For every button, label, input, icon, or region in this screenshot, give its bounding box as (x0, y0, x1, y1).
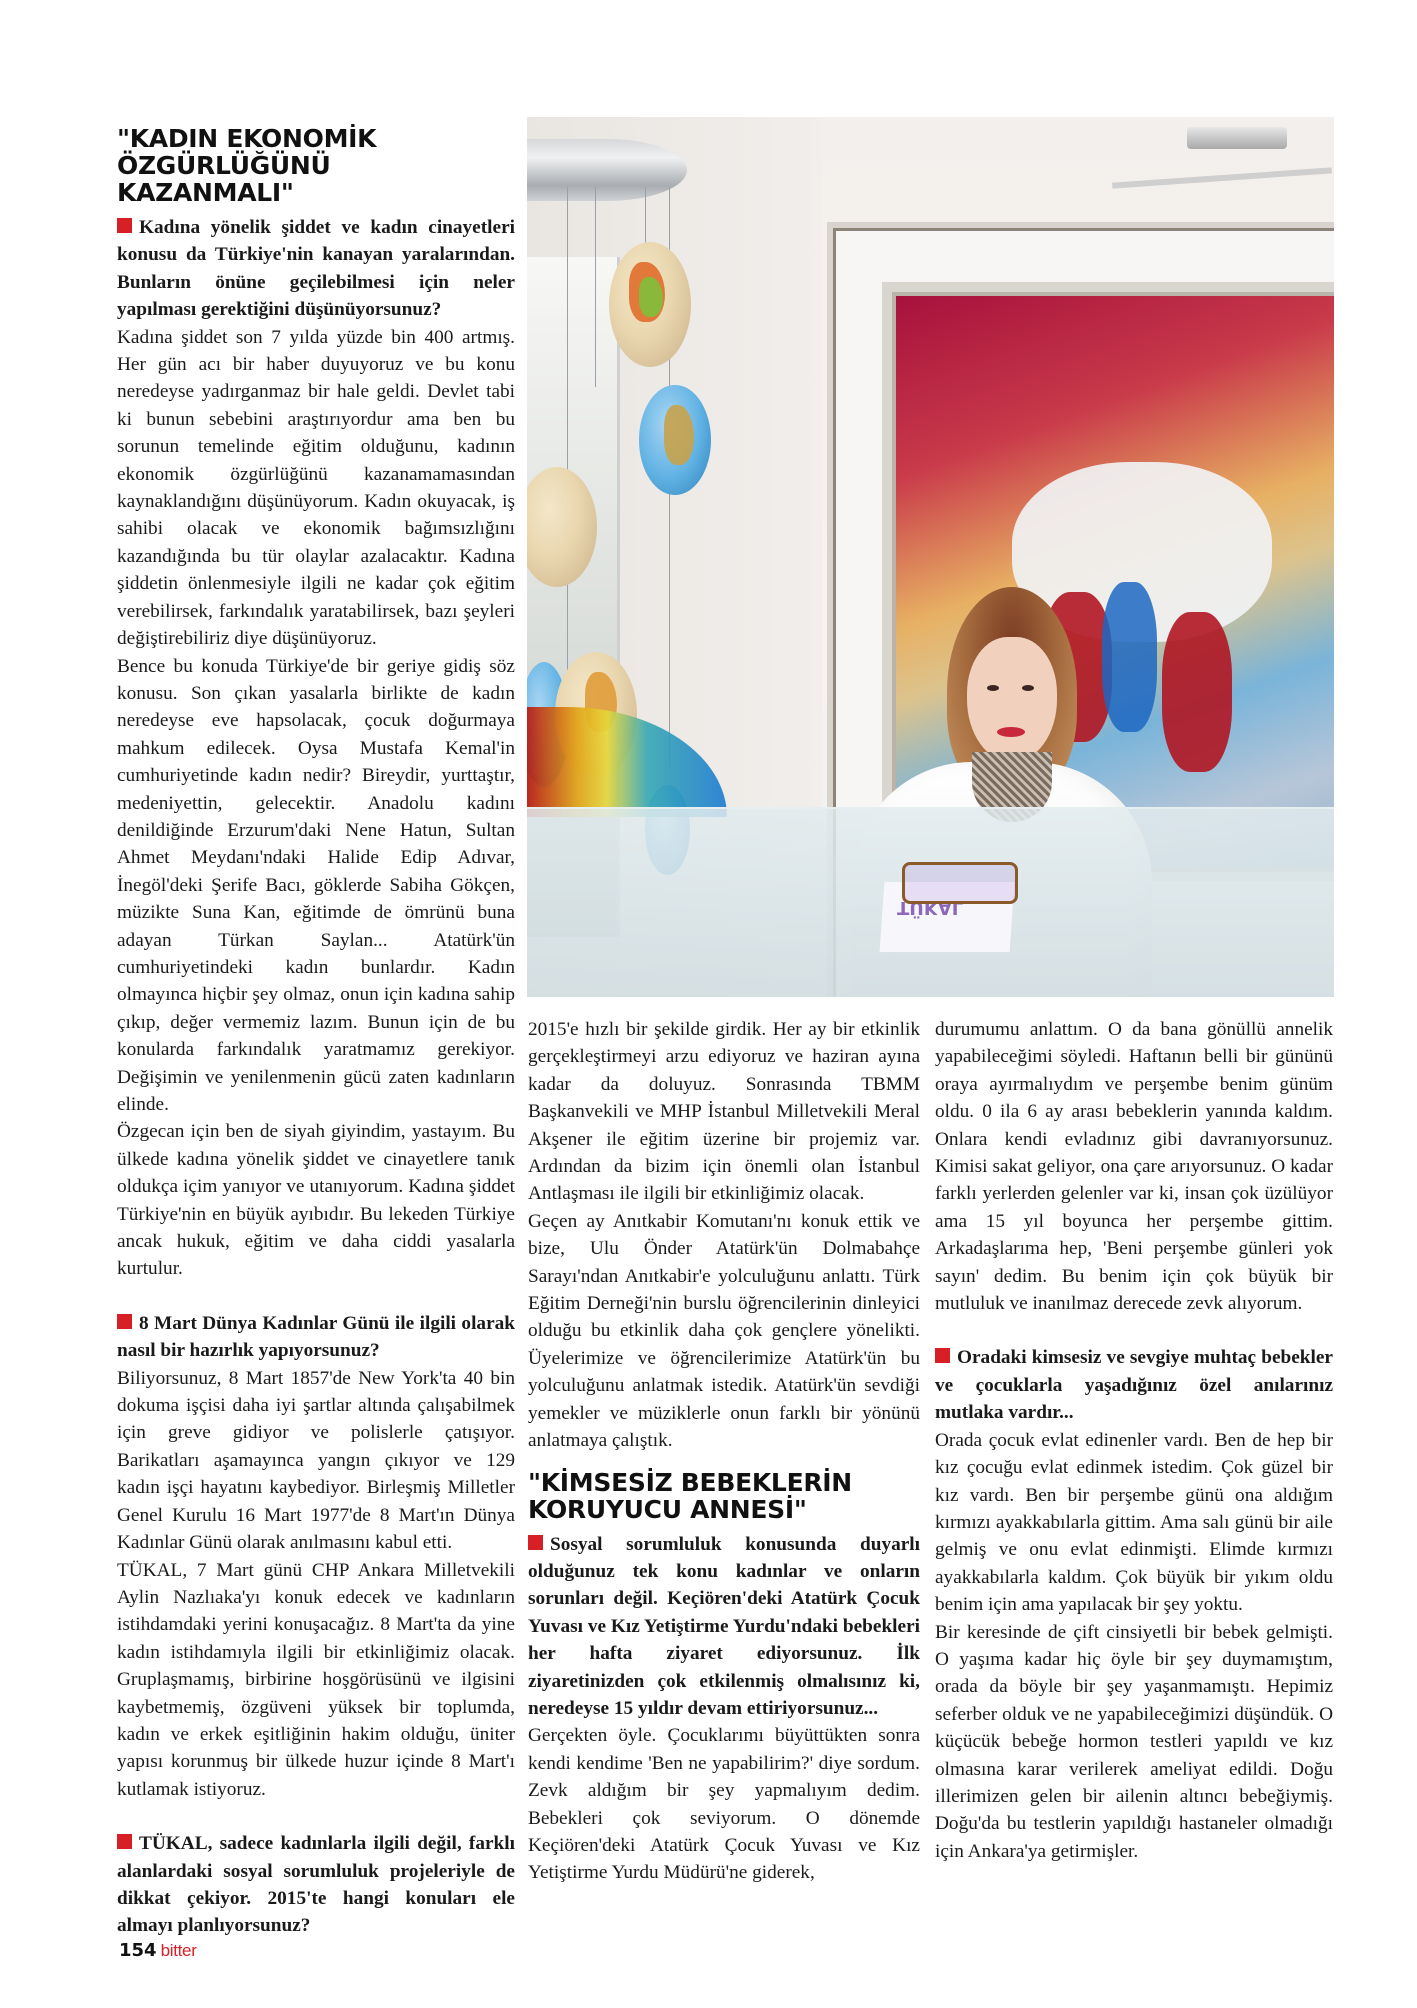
answer-paragraph: Özgecan için ben de siyah giyindim, yastayım. Bu ülkede kadına yönelik şiddet ve cinayetlere tanık oldukça içim yanıyor ve utanıyorum. Kadına şiddet Türkiye'nin en büyük ayıbıdır. Bu lekeden Türkiye ancak hukuk, eğitim ve daha ciddi yasalarla kurtulur. (117, 1121, 515, 1280)
interview-question: 8 Mart Dünya Kadınlar Günü ile ilgili olarak nasıl bir hazırlık yapıyorsunuz? (117, 1312, 515, 1362)
section-heading: "KADIN EKONOMİK ÖZGÜRLÜĞÜNÜ KAZANMALI" (117, 124, 377, 207)
middle-column (528, 1016, 920, 1887)
picture-light (1187, 127, 1287, 149)
globe-lamp (609, 242, 691, 367)
interview-question: TÜKAL, sadece kadınlarla ilgili değil, farklı alanlardaki sosyal sorumluluk projeleriyle de dikkat çekiyor. 2015'te hangi konuları ele almayı planlıyorsunuz? (117, 1833, 515, 1937)
red-square-bullet-icon (117, 218, 132, 233)
red-square-bullet-icon (117, 1834, 132, 1849)
answer-paragraph: Kadına şiddet son 7 yılda yüzde bin 400 artmış. Her gün acı bir haber duyuyoruz ve bu konu neredeyse yadırganmaz bir hale geldi. Devlet tabi ki bunun sebebini araştırıyordur ama ben bu sorunun temelinde eğitim olduğunu, kadının ekonomik özgürlüğünü kazanamamasından kaynaklandığını düşünüyorum. Kadın okuyacak, iş sahibi olacak ve ekonomik bağımsızlığını kazandığında bu tür olaylar azalacaktır. Kadına şiddetin önlenmesiyle ilgili ne kadar çok eğitim verebilirsek, farkındalık yaratabilirsek, bazı şeyleri değiştirebiliriz diye düşünüyoruz. (117, 326, 515, 650)
answer-paragraph: durumumu anlattım. O da bana gönüllü annelik yapabileceğimi söyledi. Haftanın belli bir gününü oraya ayırmalıydım ve perşembe benim günüm oldu. 0 ila 6 ay arası bebeklerin yanında kaldım. Onlara kendi evladınız gibi davranıyorsunuz. Kimisi sakat geliyor, ona çare arıyorsunuz. O kadar farklı yerlerden gelenler var ki, insan çok üzülüyor ama 15 yıl boyunca her perşembe gittim. Arkadaşlarıma hep, 'Beni perşembe günleri yok sayın' dedim. Bu benim için çok büyük bir mutluluk ve inanılmaz derecede zevk alıyorum. (935, 1019, 1333, 1315)
answer-paragraph: Biliyorsunuz, 8 Mart 1857'de New York'ta 40 bin dokuma işçisi daha iyi şartlar altında çalışabilmek için greve gidiyor ve polislerle çatışıyor. Barikatları aşamayınca yangın çıkıyor ve 129 kadın işçi hayatını kaybediyor. Birleşmiş Milletler Genel Kurulu 16 Mart 1977'de 8 Mart'ın Dünya Kadınlar Günü olarak anılmasını kabul etti. (117, 1367, 515, 1554)
magazine-brand: bitter (160, 1941, 197, 1960)
eyeglasses (902, 862, 1018, 904)
red-square-bullet-icon (528, 1535, 543, 1550)
answer-paragraph: Bir keresinde de çift cinsiyetli bir bebek gelmişti. O yaşıma kadar hiç öyle bir şey duymamıştım, orada da böyle bir şey yaşanmamıştı. Hepimiz seferber olduk ve ne yapabileceğimizi düşündük. O küçücük bebeğe hormon testleri yapıldı ve kız olmasına karar verilerek ameliyat edildi. Doğu illerimizen gelen bir ailenin altıncı bebeğiymiş. Doğu'da bu testlerin yapıldığı hastaneler olmadığı için Ankara'ya getirmişler. (935, 1621, 1333, 1862)
answer-paragraph: Bence bu konuda Türkiye'de bir geriye gidiş söz konusu. Son çıkan yasalarla birlikte de kadın neredeyse eve hapsolacak, çocuk doğurmaya mahkum edilecek. Oysa Mustafa Kemal'in cumhuriyetinde kadın nedir? Bireydir, yurttaştır, medeniyettin, gelecektir. Anadolu kadını denildiğinde Erzurum'daki Nene Hatun, Sultan Ahmet Meydanı'ndaki Halide Edip Adıvar, İnegöl'deki Şerife Bacı, göklerde Sabiha Gökçen, müzikte Suna Kan, eğitimde de ömrünü buna adayan Türkan Saylan... Atatürk'ün cumhuriyetindeki kadın bunlardır. Kadın olmayınca hiçbir şey olmaz, onun için kadına sahip çıkıp, değer vermemiz lazım. Bunun için de bu konularda farkındalık yaratmamız gerekiyor. Değişimin ve yenilenmenin gücü zaten kadınların elinde. (117, 655, 515, 1115)
right-column (935, 1016, 1333, 1865)
left-column (117, 125, 515, 1940)
page-folio (119, 1940, 197, 1961)
chrome-ceiling-plate (527, 139, 687, 201)
interview-question: Sosyal sorumluluk konusunda duyarlı olduğunuz tek konu kadınlar ve onların sorunları değil. Keçiören'deki Atatürk Çocuk Yuvası ve Kız Yetiştirme Yurdu'ndaki bebekleri her hafta ziyaret ediyorsunuz. İlk ziyaretinizden çok etkilenmiş olmalısınız ki, neredeyse 15 yıldır devam ettiriyorsunuz... (528, 1533, 920, 1719)
interview-question: Oradaki kimsesiz ve sevgiye muhtaç bebekler ve çocuklarla yaşadığınız özel anılarınız mutlaka vardır... (935, 1347, 1333, 1424)
answer-paragraph: Geçen ay Anıtkabir Komutanı'nı konuk ettik ve bize, Ulu Önder Atatürk'ün Dolmabahçe Sarayı'ndan Anıtkabir'e yolculuğunu anlattı. Türk Eğitim Derneği'nin burslu öğrencilerinin dinleyici olduğu bu etkinlik daha çok gençlere yönelikti. Üyelerimize ve öğrencilerimize Atatürk'ün bu yolculuğunu anlatmak istedik. Atatürk'ün sevdiği yemekler ve müziklerle onun farklı bir yönünü anlatmaya çalıştık. (528, 1210, 920, 1452)
page-number: 154 (119, 1940, 157, 1961)
red-square-bullet-icon (117, 1314, 132, 1329)
portrait-photo (527, 117, 1334, 997)
red-square-bullet-icon (935, 1348, 950, 1363)
answer-paragraph: TÜKAL, 7 Mart günü CHP Ankara Milletvekili Aylin Nazlıaka'yı konuk edecek ve kadınların istihdamdaki yerini konuşacağız. 8 Mart'ta da yine kadın istihdamıyla ilgili bir etkinliğimiz olacak. Gruplaşmamış, birbirine hoşgörüsünü ve ilgisini kaybetmemiş, özgüveni yüksek bir toplumda, kadın ve erkek eşitliğinin hakim olduğu, üniter yapısı korunmuş bir ülkede huzur içinde 8 Mart'ı kutlamak istiyoruz. (117, 1559, 515, 1800)
answer-paragraph: Orada çocuk evlat edinenler vardı. Ben de hep bir kız çocuğu evlat edinmek istedim. Çok güzel bir kız vardı. Ben bir perşembe günü ona aldığım kırmızı ayakkabılarla gittim. Ama salı günü bir aile gelmiş ve onu evlat edinmişti. Elimde kırmızı ayakkabılarla kaldım. Çok büyük bir yıkım oldu benim için ama yapılacak bir şey yoktu. (935, 1429, 1333, 1616)
interview-question: Kadına yönelik şiddet ve kadın cinayetleri konusu da Türkiye'nin kanayan yaralarından. Bunların önüne geçilebilmesi için neler yapılması gerektiğini düşünüyorsunuz? (117, 217, 515, 321)
section-heading: "KİMSESİZ BEBEKLERİN KORUYUCU ANNESİ" (528, 1467, 852, 1524)
answer-paragraph: 2015'e hızlı bir şekilde girdik. Her ay bir etkinlik gerçekleştirmeyi arzu ediyoruz ve haziran ayına kadar da doluyuz. Sonrasında TBMM Başkanvekili ve MHP İstanbul Milletvekili Meral Akşener ile eğitim üzerine bir projemiz var. Ardından da bizim için önemli olan İstanbul Antlaşması ile ilgili bir etkinliğimiz olacak. (528, 1019, 920, 1205)
globe-lamp (639, 385, 711, 495)
brochure-logo: TÜKAL (897, 897, 964, 918)
answer-paragraph: Gerçekten öyle. Çocuklarımı büyüttükten sonra kendi kendime 'Ben ne yapabilirim?' diye sordum. Zevk aldığım bir şey yapmalıyım dedim. Bebekleri çok seviyorum. O dönemde Keçiören'deki Atatürk Çocuk Yuvası ve Kız Yetiştirme Yurdu Müdürü'ne giderek, (528, 1725, 920, 1884)
